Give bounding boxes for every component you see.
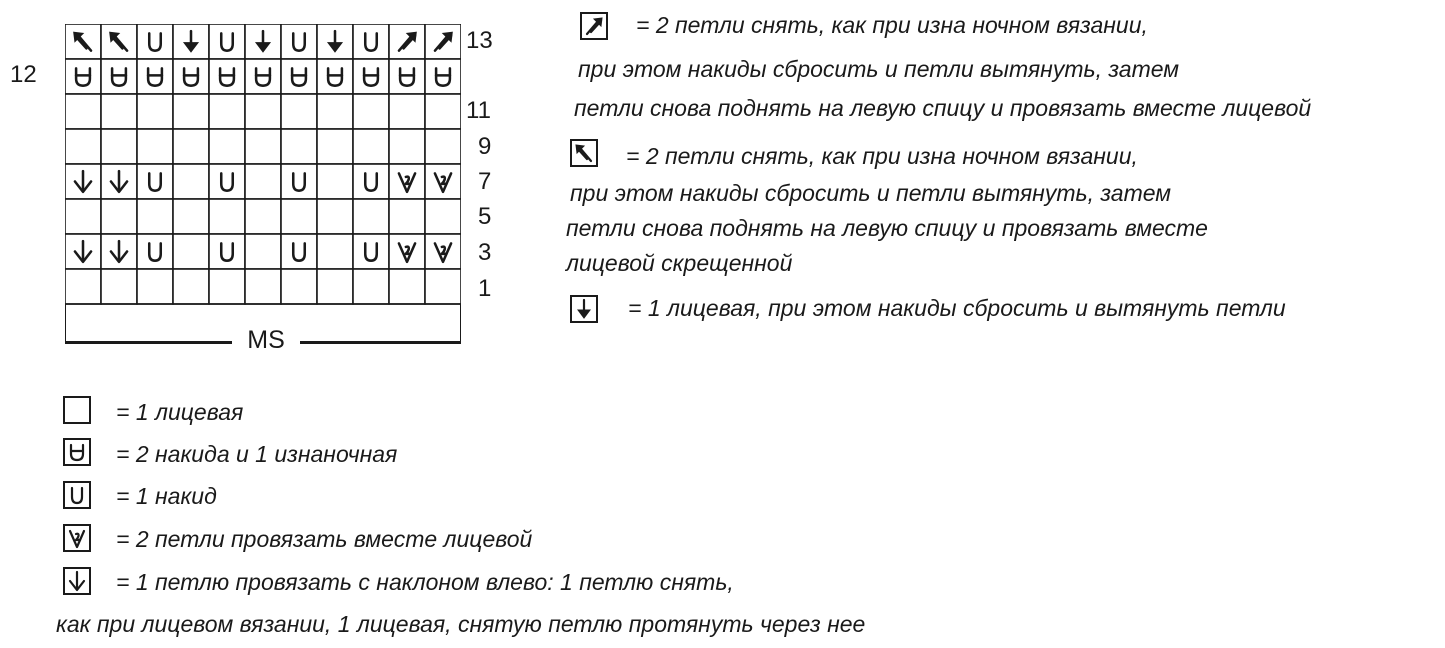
chart-cell-yo xyxy=(353,234,389,269)
chart-cell-k xyxy=(317,199,353,234)
chart-cell-k xyxy=(65,269,101,304)
legend-k2tog-tbl-drop-line-4: лицевой скрещенной xyxy=(566,250,793,276)
k-drop-legend-icon xyxy=(570,295,598,323)
chart-cell-k2tog-tbl-drop xyxy=(101,24,137,59)
legend-k2tog-tbl-drop-line-3: петли снова поднять на левую спицу и провязать вместе xyxy=(566,215,1208,241)
knit-legend-icon xyxy=(63,396,91,424)
chart-cell-k xyxy=(173,94,209,129)
chart-cell-k xyxy=(245,94,281,129)
chart-cell-yo xyxy=(281,234,317,269)
chart-cell-k xyxy=(137,269,173,304)
chart-cell-k xyxy=(281,94,317,129)
chart-cell-k xyxy=(425,129,461,164)
legend-k2tog-text: = 2 петли провязать вместе лицевой xyxy=(116,526,533,552)
legend-yo2-p1-text: = 2 накида и 1 изнаночная xyxy=(116,441,398,467)
chart-cell-yo xyxy=(353,164,389,199)
chart-cell-k-drop xyxy=(173,24,209,59)
chart-cell-yo xyxy=(209,24,245,59)
chart-cell-k xyxy=(173,234,209,269)
row-number-13: 13 xyxy=(466,27,493,54)
chart-cell-yo2-p1 xyxy=(425,59,461,94)
chart-cell-k xyxy=(209,129,245,164)
chart-cell-yo2-p1 xyxy=(65,59,101,94)
chart-cell-k xyxy=(425,269,461,304)
chart-cell-yo xyxy=(281,24,317,59)
chart-cell-k xyxy=(101,129,137,164)
chart-cell-yo xyxy=(209,234,245,269)
k2tog-tbl-drop-legend-icon xyxy=(570,139,598,167)
k2tog-drop-legend-icon xyxy=(580,12,608,40)
chart-cell-k xyxy=(245,199,281,234)
chart-cell-yo2-p1 xyxy=(209,59,245,94)
chart-cell-k xyxy=(245,234,281,269)
legend-sl1-k1-psso-line-1: = 1 петлю провязать с наклоном влево: 1 петлю снять, xyxy=(116,569,734,595)
sl1-k1-psso-legend-icon xyxy=(63,567,91,595)
chart-cell-yo2-p1 xyxy=(173,59,209,94)
chart-cell-k xyxy=(281,269,317,304)
chart-cell-k xyxy=(137,129,173,164)
chart-cell-yo xyxy=(137,164,173,199)
row-number-9: 9 xyxy=(478,133,492,160)
chart-cell-k2tog-tbl-drop xyxy=(65,24,101,59)
chart-cell-k2tog xyxy=(425,234,461,269)
chart-cell-k2tog-drop xyxy=(425,24,461,59)
row-number-11: 11 xyxy=(466,97,491,124)
chart-cell-k xyxy=(353,129,389,164)
chart-cell-k xyxy=(389,129,425,164)
k2tog-legend-icon xyxy=(63,524,91,552)
legend-yo-text: = 1 накид xyxy=(116,483,217,509)
repeat-label: MS xyxy=(232,325,300,355)
chart-cell-k xyxy=(317,269,353,304)
chart-cell-k xyxy=(101,94,137,129)
legend-k2tog-drop-line-1: = 2 петли снять, как при изна ночном вязании, xyxy=(636,12,1148,38)
chart-cell-k xyxy=(425,94,461,129)
chart-cell-yo xyxy=(137,234,173,269)
chart-cell-k xyxy=(353,269,389,304)
chart-cell-yo xyxy=(281,164,317,199)
chart-cell-k xyxy=(317,234,353,269)
row-number-5: 5 xyxy=(478,203,492,230)
chart-cell-k xyxy=(209,199,245,234)
chart-cell-k xyxy=(65,94,101,129)
legend-knit-text: = 1 лицевая xyxy=(116,399,244,425)
chart-cell-sl1-k1-psso xyxy=(65,164,101,199)
chart-cell-k xyxy=(173,269,209,304)
chart-cell-k xyxy=(209,94,245,129)
chart-cell-yo2-p1 xyxy=(101,59,137,94)
chart-cell-yo2-p1 xyxy=(317,59,353,94)
chart-cell-k xyxy=(353,199,389,234)
chart-cell-k xyxy=(137,94,173,129)
legend-sl1-k1-psso-line-2: как при лицевом вязании, 1 лицевая, снятую петлю протянуть через нее xyxy=(56,611,866,637)
chart-cell-k xyxy=(389,94,425,129)
chart-cell-k xyxy=(65,129,101,164)
legend-k2tog-tbl-drop-line-2: при этом накиды сбросить и петли вытянуть, затем xyxy=(570,180,1172,206)
knitting-chart-grid xyxy=(65,24,461,344)
chart-cell-k xyxy=(65,199,101,234)
row-number-1: 1 xyxy=(478,275,492,302)
chart-cell-k2tog xyxy=(389,234,425,269)
chart-cell-k xyxy=(173,129,209,164)
chart-cell-sl1-k1-psso xyxy=(101,234,137,269)
chart-cell-k-drop xyxy=(245,24,281,59)
chart-cell-sl1-k1-psso xyxy=(65,234,101,269)
chart-cell-k xyxy=(281,199,317,234)
chart-cell-yo xyxy=(353,24,389,59)
chart-cell-k xyxy=(209,269,245,304)
legend-k-drop-text: = 1 лицевая, при этом накиды сбросить и вытянуть петли xyxy=(628,295,1286,321)
legend-k2tog-drop-line-2: при этом накиды сбросить и петли вытянуть, затем xyxy=(578,56,1180,82)
chart-cell-k xyxy=(173,164,209,199)
chart-cell-k-drop xyxy=(317,24,353,59)
chart-cell-yo xyxy=(137,24,173,59)
yo-legend-icon xyxy=(63,481,91,509)
chart-cell-k xyxy=(317,164,353,199)
chart-cell-yo2-p1 xyxy=(137,59,173,94)
chart-cell-k xyxy=(173,199,209,234)
chart-cell-k xyxy=(425,199,461,234)
chart-cell-k xyxy=(101,199,137,234)
chart-cell-k xyxy=(389,199,425,234)
row-number-7: 7 xyxy=(478,168,492,195)
chart-cell-k xyxy=(353,94,389,129)
row-number-12: 12 xyxy=(10,61,37,88)
chart-cell-yo2-p1 xyxy=(353,59,389,94)
chart-cell-k xyxy=(281,129,317,164)
chart-cell-yo2-p1 xyxy=(389,59,425,94)
chart-cell-yo xyxy=(209,164,245,199)
chart-cell-yo2-p1 xyxy=(245,59,281,94)
chart-cell-k xyxy=(389,269,425,304)
chart-cell-k xyxy=(245,129,281,164)
chart-cell-k xyxy=(101,269,137,304)
legend-k2tog-drop-line-3: петли снова поднять на левую спицу и провязать вместе лицевой xyxy=(574,95,1312,121)
chart-cell-k xyxy=(137,199,173,234)
row-number-3: 3 xyxy=(478,239,492,266)
chart-cell-k xyxy=(245,164,281,199)
chart-cell-k2tog xyxy=(425,164,461,199)
chart-cell-yo2-p1 xyxy=(281,59,317,94)
chart-cell-k xyxy=(317,129,353,164)
chart-cell-k2tog-drop xyxy=(389,24,425,59)
chart-cell-k xyxy=(317,94,353,129)
chart-cell-sl1-k1-psso xyxy=(101,164,137,199)
chart-cell-k2tog xyxy=(389,164,425,199)
yo2-p1-legend-icon xyxy=(63,438,91,466)
legend-k2tog-tbl-drop-line-1: = 2 петли снять, как при изна ночном вязании, xyxy=(626,143,1138,169)
chart-cell-k xyxy=(245,269,281,304)
